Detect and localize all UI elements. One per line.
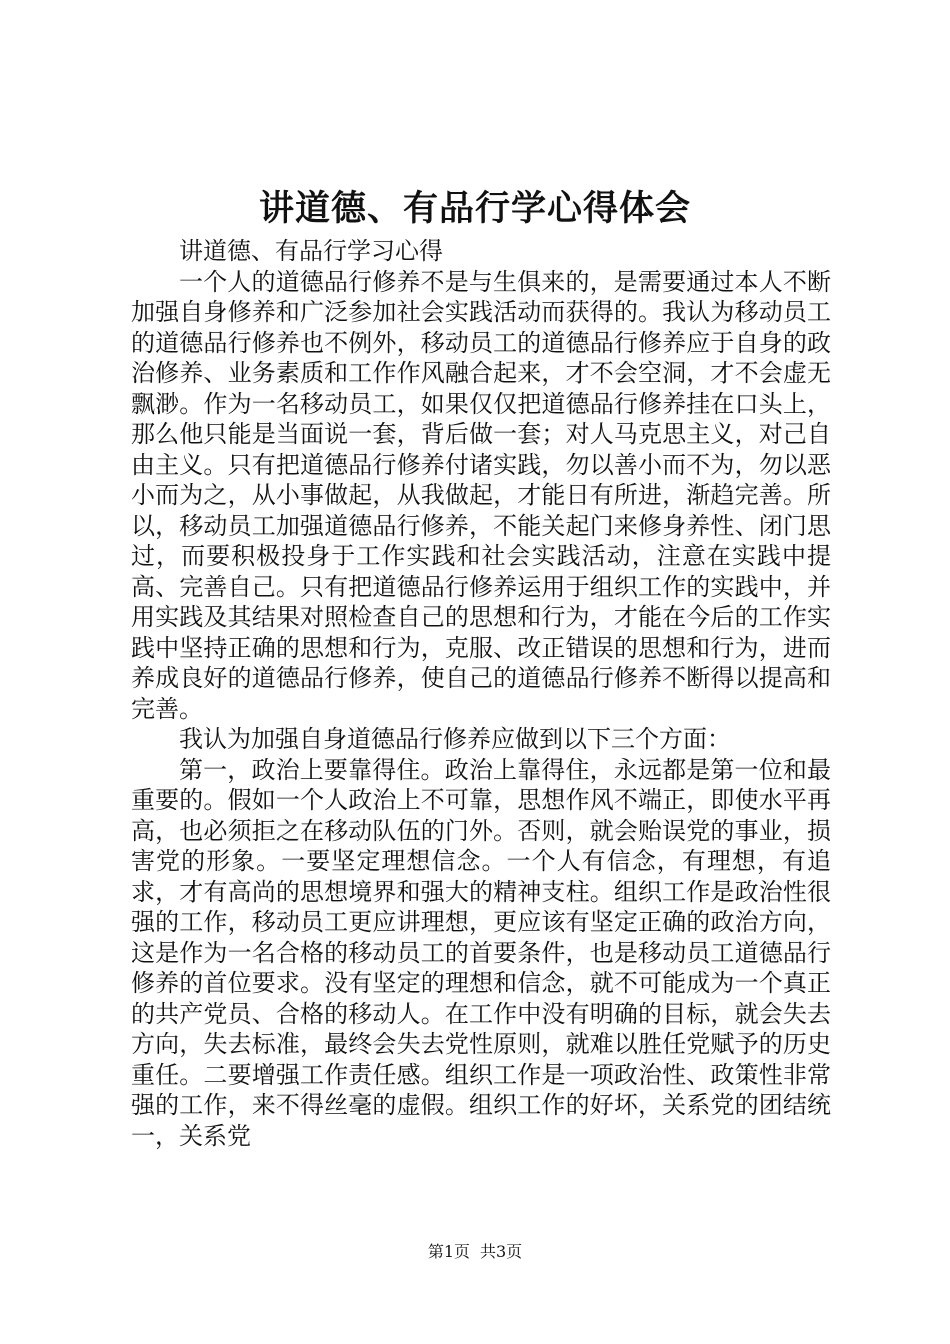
page-footer: [0, 1240, 950, 1264]
page-number: 第1页: [427, 1242, 470, 1261]
document-body: [131, 236, 831, 1151]
body-paragraph-1: 一个人的道德品行修养不是与生俱来的，是需要通过本人不断加强自身修养和广泛参加社会实践活动而获得的。我认为移动员工的道德品行修养也不例外，移动员工的道德品行修养应于自身的政治修养、业务素质和工作作风融合起来，才不会空洞，才不会虚无飘渺。作为一名移动员工，如果仅仅把道德品行修养挂在口头上，那么他只能是当面说一套，背后做一套；对人马克思主义，对己自由主义。只有把道德品行修养付诸实践，勿以善小而不为，勿以恶小而为之，从小事做起，从我做起，才能日有所进，渐趋完善。所以，移动员工加强道德品行修养，不能关起门来修身养性、闭门思过，而要积极投身于工作实践和社会实践活动，注意在实践中提高、完善自己。只有把道德品行修养运用于组织工作的实践中，并用实践及其结果对照检查自己的思想和行为，才能在今后的工作实践中坚持正确的思想和行为，克服、改正错误的思想和行为，进而养成良好的道德品行修养，使自己的道德品行修养不断得以提高和完善。: [131, 267, 831, 723]
document-title: 讲道德、有品行学心得体会: [258, 188, 691, 229]
body-paragraph-2: 我认为加强自身道德品行修养应做到以下三个方面：: [179, 725, 731, 753]
page-total: 共3页: [480, 1242, 523, 1261]
body-paragraph-3: 第一，政治上要靠得住。政治上靠得住，永远都是第一位和最重要的。假如一个人政治上不可靠，思想作风不端正，即使水平再高，也必须拒之在移动队伍的门外。否则，就会贻误党的事业，损害党的形象。一要坚定理想信念。一个人有信念，有理想，有追求，才有高尚的思想境界和强大的精神支柱。组织工作是政治性很强的工作，移动员工更应讲理想，更应该有坚定正确的政治方向，这是作为一名合格的移动员工的首要条件，也是移动员工道德品行修养的首位要求。没有坚定的理想和信念，就不可能成为一个真正的共产党员、合格的移动人。在工作中没有明确的目标，就会失去方向，失去标准，最终会失去党性原则，就难以胜任党赋予的历史重任。二要增强工作责任感。组织工作是一项政治性、政策性非常强的工作，来不得丝毫的虚假。组织工作的好坏，关系党的团结统一，关系党: [131, 755, 831, 1150]
subtitle-paragraph: 讲道德、有品行学习心得: [179, 237, 443, 265]
